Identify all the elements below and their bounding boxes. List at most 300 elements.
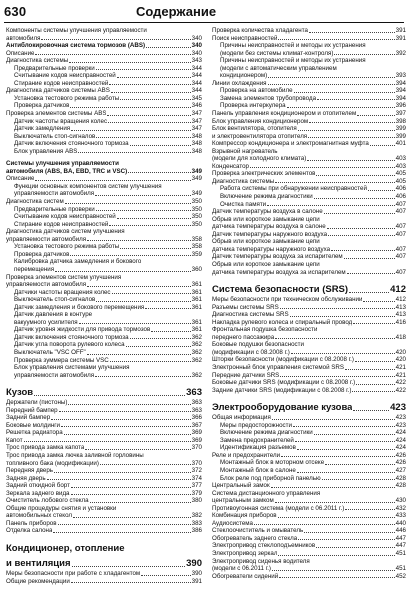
toc-entry-title: Решетка радиатора bbox=[6, 429, 63, 437]
toc-entry bbox=[6, 50, 202, 58]
toc-entry bbox=[212, 148, 406, 156]
toc-entry-page: 386 bbox=[191, 527, 202, 535]
toc-entry-title: Кузов bbox=[6, 387, 34, 399]
toc-entry-title: Задняя дверь bbox=[6, 474, 46, 482]
toc-entry bbox=[212, 155, 406, 163]
toc-entry-page: 427 bbox=[395, 466, 406, 474]
toc-entry bbox=[212, 394, 406, 399]
toc-entry-page: 370 bbox=[191, 459, 202, 467]
toc-entry bbox=[6, 206, 202, 214]
toc-entry-page: 340 bbox=[191, 34, 202, 42]
toc-entry-title: Центральный замок bbox=[212, 482, 270, 490]
toc-entry-page: 421 bbox=[395, 371, 406, 379]
dot-leader bbox=[146, 47, 191, 48]
toc-entry-title: Общая информация bbox=[212, 414, 271, 422]
toc-entry-page: 422 bbox=[395, 386, 406, 394]
dot-leader bbox=[328, 235, 395, 236]
toc-entry bbox=[212, 296, 406, 304]
toc-entry bbox=[212, 27, 406, 35]
toc-entry bbox=[6, 133, 202, 141]
dot-leader bbox=[307, 160, 394, 161]
toc-entry-page: 403 bbox=[395, 162, 406, 170]
dot-leader bbox=[275, 182, 395, 183]
toc-entry-page: 350 bbox=[191, 205, 202, 213]
dot-leader bbox=[281, 456, 395, 457]
toc-entry-page: 344 bbox=[191, 64, 202, 72]
toc-entry-title: Датчик температуры воздуха в салоне bbox=[212, 208, 323, 216]
toc-entry bbox=[212, 437, 406, 445]
toc-entry bbox=[6, 497, 202, 505]
toc-entry bbox=[212, 379, 406, 387]
dot-leader bbox=[69, 62, 191, 63]
dot-leader bbox=[267, 205, 395, 206]
toc-entry-page: 348 bbox=[191, 132, 202, 140]
toc-entry bbox=[212, 57, 406, 65]
toc-entry bbox=[212, 238, 406, 246]
dot-leader bbox=[295, 441, 395, 442]
toc-entry-title: Конденсатор bbox=[212, 162, 249, 170]
dot-leader bbox=[352, 391, 394, 392]
toc-entry-page: 369 bbox=[191, 436, 202, 444]
toc-entry-page: 361 bbox=[191, 288, 202, 296]
dot-leader bbox=[100, 464, 191, 465]
toc-entry bbox=[6, 578, 202, 586]
toc-entry-title: Датчик уровня жидкости для привода тормозов bbox=[14, 326, 151, 334]
dot-leader bbox=[317, 99, 395, 100]
toc-entry-title: Описание bbox=[6, 49, 35, 57]
toc-entry bbox=[6, 125, 202, 133]
toc-entry bbox=[212, 326, 406, 334]
toc-entry-title: Панель управления кондиционером и отопителем bbox=[212, 110, 357, 118]
dot-leader bbox=[35, 54, 190, 55]
toc-entry-title: Выключатель стоп-сигналов bbox=[14, 132, 96, 140]
toc-entry bbox=[6, 274, 202, 282]
dot-leader bbox=[298, 130, 395, 131]
toc-entry bbox=[6, 57, 202, 65]
dot-leader bbox=[96, 137, 190, 138]
toc-entry bbox=[6, 183, 202, 191]
toc-entry bbox=[212, 50, 406, 58]
toc-entry-title: (модели без системы климат-контроля) bbox=[220, 49, 334, 57]
toc-entry-page: 350 bbox=[191, 220, 202, 228]
toc-entry bbox=[212, 414, 406, 422]
toc-entry-title: Проверка элементов систем улучшения bbox=[6, 273, 122, 281]
toc-entry-title: Блок управления системами улучшения bbox=[14, 364, 130, 372]
toc-entry-title: Считывание кодов неисправностей bbox=[14, 213, 116, 221]
dot-leader bbox=[90, 502, 191, 503]
toc-entry-title: (модели с 06.2011 г.) bbox=[212, 565, 271, 573]
toc-entry-page: 428 bbox=[395, 474, 406, 482]
toc-entry-page: 360 bbox=[191, 265, 202, 273]
dot-leader bbox=[308, 137, 395, 138]
toc-entry bbox=[6, 452, 202, 460]
toc-entry-page: 394 bbox=[395, 94, 406, 102]
toc-entry-page: 344 bbox=[191, 79, 202, 87]
dot-leader bbox=[117, 77, 191, 78]
dot-leader bbox=[71, 130, 191, 131]
toc-entry bbox=[6, 414, 202, 422]
toc-entry-title: Электрооборудование кузова bbox=[212, 402, 353, 414]
toc-entry bbox=[6, 148, 202, 156]
toc-entry-page: 393 bbox=[395, 72, 406, 80]
toc-entry-page: 424 bbox=[395, 429, 406, 437]
toc-entry-page: 344 bbox=[191, 72, 202, 80]
dot-leader bbox=[327, 228, 395, 229]
toc-entry bbox=[6, 118, 202, 126]
dot-leader bbox=[70, 107, 190, 108]
toc-entry-title: перемещения bbox=[14, 265, 55, 273]
dot-leader bbox=[96, 210, 191, 211]
dot-leader bbox=[278, 517, 395, 518]
toc-entry bbox=[6, 175, 202, 183]
toc-entry-title: датчика температуры воздуха за испарителем bbox=[212, 268, 346, 276]
dot-leader bbox=[85, 449, 190, 450]
toc-entry-title: Задний бампер bbox=[6, 414, 51, 422]
toc-entry-title: Задние датчики SRS (модификации с 08.2008 г.) bbox=[212, 386, 352, 394]
toc-entry-page: 349 bbox=[191, 167, 202, 175]
dot-leader bbox=[71, 494, 191, 495]
toc-entry-title: Идентификация разъемов bbox=[220, 444, 296, 452]
toc-entry bbox=[212, 520, 406, 528]
toc-entry bbox=[6, 527, 202, 535]
toc-entry-title: Электропривод сиденья водителя bbox=[212, 557, 310, 565]
toc-entry bbox=[212, 178, 406, 186]
toc-entry bbox=[212, 185, 406, 193]
toc-entry-title: Электронный блок управления системой SRS bbox=[212, 363, 344, 371]
toc-entry-title: Считывание кодов неисправностей bbox=[14, 72, 116, 80]
dot-leader bbox=[70, 255, 190, 256]
toc-entry bbox=[6, 460, 202, 468]
toc-entry-title: Диагностика датчиков системы ABS bbox=[6, 87, 110, 95]
toc-entry-title: Шторки безопасности (модификации с 08.2008 г.) bbox=[212, 356, 354, 364]
toc-entry bbox=[212, 80, 406, 88]
toc-entry-page: 406 bbox=[395, 185, 406, 193]
toc-entry-page: 390 bbox=[191, 570, 202, 577]
toc-section-heading bbox=[212, 284, 406, 296]
toc-entry-title: Держатели (пистоны) bbox=[6, 399, 68, 407]
toc-entry-page: 362 bbox=[191, 348, 202, 356]
toc-entry bbox=[6, 379, 202, 384]
toc-entry-page: 391 bbox=[191, 577, 202, 585]
dot-leader bbox=[297, 449, 395, 450]
toc-entry-title: (модели с автоматическим управлением bbox=[220, 64, 337, 72]
toc-entry-title: Монтажный блок в моторном отсеке bbox=[220, 459, 325, 467]
toc-entry bbox=[6, 236, 202, 244]
toc-entry bbox=[6, 296, 202, 304]
toc-entry bbox=[6, 444, 202, 452]
toc-entry bbox=[6, 258, 202, 266]
dot-leader bbox=[250, 167, 395, 168]
dot-leader bbox=[325, 464, 395, 465]
toc-entry-title: Компрессор кондиционера и электромагнитная муфта bbox=[212, 140, 369, 148]
toc-entry bbox=[212, 422, 406, 430]
toc-entry-page: 405 bbox=[395, 177, 406, 185]
toc-entry-page: 397 bbox=[395, 110, 406, 118]
toc-entry bbox=[6, 281, 202, 289]
toc-entry-page: 349 bbox=[191, 190, 202, 198]
toc-entry-title: Установка тестового режима работы bbox=[14, 94, 120, 102]
toc-entry-title: автомобильных стекол bbox=[6, 512, 72, 520]
dot-leader bbox=[347, 273, 395, 274]
dot-leader bbox=[35, 180, 190, 181]
dot-leader bbox=[120, 248, 190, 249]
toc-entry bbox=[212, 87, 406, 95]
toc-entry-title: управляемости автомобиля bbox=[6, 281, 87, 289]
toc-entry-page: 362 bbox=[191, 371, 202, 379]
toc-entry-page: 361 bbox=[191, 296, 202, 304]
toc-entry-title: Обогреватель заднего стекла bbox=[212, 534, 298, 542]
toc-entry-title: Выключатель стоп-сигналов bbox=[14, 296, 96, 304]
toc-entry bbox=[212, 558, 406, 566]
toc-entry bbox=[6, 429, 202, 437]
dot-leader bbox=[344, 258, 395, 259]
toc-entry-page: 433 bbox=[395, 512, 406, 520]
dot-leader bbox=[279, 577, 394, 578]
toc-entry bbox=[212, 231, 406, 239]
toc-entry-title: Диагностика системы bbox=[6, 57, 69, 65]
toc-entry-title: Системы улучшения управляемости bbox=[6, 160, 119, 168]
toc-entry-title: Панель приборов bbox=[6, 519, 57, 527]
toc-entry bbox=[6, 95, 202, 103]
toc-entry-page: 344 bbox=[191, 87, 202, 95]
toc-entry-title: Предварительные проверки bbox=[14, 64, 95, 72]
toc-entry bbox=[212, 475, 406, 483]
dot-leader bbox=[309, 32, 395, 33]
toc-entry-title: и электровентилятора отопителя bbox=[212, 132, 308, 140]
toc-entry-title: Разъемы системы SRS bbox=[212, 303, 279, 311]
toc-entry-page: 348 bbox=[191, 147, 202, 155]
toc-entry bbox=[212, 341, 406, 349]
toc-entry-title: Датчик замедления и бокового перемещения bbox=[14, 303, 145, 311]
toc-entry-page: 369 bbox=[191, 429, 202, 437]
toc-entry-page: 413 bbox=[395, 311, 406, 319]
toc-entry-page: 366 bbox=[191, 414, 202, 422]
dot-leader bbox=[65, 203, 191, 204]
toc-entry-title: Проверка на автомобиле bbox=[220, 87, 293, 95]
toc-entry-title: Калибровка датчика замедления и бокового bbox=[14, 258, 142, 266]
toc-entry bbox=[212, 467, 406, 475]
toc-entry-page: 362 bbox=[191, 341, 202, 349]
toc-entry bbox=[212, 133, 406, 141]
toc-entry bbox=[212, 125, 406, 133]
dot-leader bbox=[268, 84, 395, 85]
toc-entry bbox=[6, 490, 202, 498]
toc-entry bbox=[6, 535, 202, 540]
dot-leader bbox=[71, 582, 191, 583]
dot-leader bbox=[110, 361, 191, 362]
dot-leader bbox=[24, 441, 191, 442]
dot-leader bbox=[112, 293, 191, 294]
toc-entry-title: Датчик замедления bbox=[14, 125, 71, 133]
toc-entry-title: Датчик угла поворота рулевого колеса bbox=[14, 341, 125, 349]
toc-entry-page: 349 bbox=[191, 175, 202, 183]
toc-entry-page: 391 bbox=[395, 34, 406, 42]
dot-leader bbox=[95, 195, 191, 196]
toc-entry-title: Компоненты системы улучшения управляемости bbox=[6, 27, 147, 34]
toc-entry bbox=[6, 160, 202, 168]
toc-entry bbox=[6, 87, 202, 95]
toc-entry-title: Передние датчики SRS bbox=[212, 371, 280, 379]
dot-leader bbox=[278, 555, 394, 556]
toc-entry-page: 407 bbox=[395, 200, 406, 208]
toc-entry-title: Блок реле под приборной панелью bbox=[220, 474, 321, 482]
dot-leader bbox=[368, 190, 395, 191]
toc-entry-page: 423 bbox=[395, 421, 406, 429]
toc-entry-page: 374 bbox=[191, 474, 202, 482]
toc-entry bbox=[212, 95, 406, 103]
toc-entry-title: Проверка электрических элементов bbox=[212, 170, 316, 178]
toc-entry bbox=[212, 512, 406, 520]
toc-entry-title: Установка тестового режима работы bbox=[14, 243, 120, 251]
dot-leader bbox=[324, 213, 395, 214]
toc-entry-title: Обрыв или короткое замыкание цепи bbox=[212, 215, 320, 223]
toc-entry bbox=[6, 399, 202, 407]
toc-entry-title: Общие процедуры снятия и установки bbox=[6, 504, 117, 512]
toc-entry bbox=[6, 319, 202, 327]
toc-entry bbox=[6, 357, 202, 365]
toc-entry bbox=[212, 573, 406, 581]
toc-entry-page: 396 bbox=[395, 102, 406, 110]
toc-entry bbox=[6, 341, 202, 349]
toc-entry-page: 407 bbox=[395, 208, 406, 216]
toc-entry-title: Взрывной нагреватель bbox=[212, 147, 278, 155]
dot-leader bbox=[108, 122, 191, 123]
toc-entry-title: Стирание кодов неисправностей bbox=[14, 79, 109, 87]
toc-entry bbox=[212, 527, 406, 535]
toc-entry-title: автомобиля bbox=[6, 34, 41, 42]
dot-leader bbox=[87, 240, 191, 241]
toc-entry-page: 451 bbox=[395, 550, 406, 557]
toc-entry bbox=[212, 444, 406, 452]
toc-entry bbox=[212, 334, 406, 342]
dot-leader bbox=[314, 434, 395, 435]
toc-section-heading bbox=[6, 543, 202, 555]
page-number: 630 bbox=[4, 4, 27, 19]
toc-entry-page: 406 bbox=[395, 193, 406, 201]
toc-entry-page: 426 bbox=[395, 459, 406, 467]
dot-leader bbox=[79, 323, 191, 324]
toc-entry-title: Выключатель "VSC OFF" bbox=[14, 348, 86, 356]
toc-entry bbox=[6, 190, 202, 198]
dot-leader bbox=[331, 250, 395, 251]
dot-leader bbox=[68, 404, 190, 405]
dot-leader bbox=[275, 338, 394, 339]
toc-entry bbox=[6, 304, 202, 312]
dot-leader bbox=[130, 338, 191, 339]
toc-entry bbox=[6, 512, 202, 520]
toc-entry-page: 426 bbox=[395, 451, 406, 459]
toc-entry-page: 421 bbox=[395, 363, 406, 371]
toc-entry-page: 394 bbox=[395, 79, 406, 87]
dot-leader bbox=[120, 99, 190, 100]
toc-entry bbox=[212, 261, 406, 269]
toc-entry bbox=[6, 42, 202, 50]
dot-leader bbox=[345, 509, 394, 510]
toc-entry-page: 358 bbox=[191, 243, 202, 251]
toc-entry-page: 412 bbox=[395, 296, 406, 304]
dot-leader bbox=[297, 472, 395, 473]
dot-leader bbox=[141, 575, 190, 576]
dot-leader bbox=[51, 419, 191, 420]
toc-entry bbox=[212, 102, 406, 110]
dot-leader bbox=[130, 145, 191, 146]
page-title: Содержание bbox=[136, 4, 217, 19]
dot-leader bbox=[334, 54, 394, 55]
toc-entry bbox=[212, 542, 406, 550]
toc-entry bbox=[212, 505, 406, 513]
toc-entry-title: Система безопасности (SRS) bbox=[212, 284, 349, 296]
toc-entry-page: 407 bbox=[395, 268, 406, 276]
toc-entry bbox=[6, 364, 202, 372]
toc-entry-title: Стирание кодов неисправностей bbox=[14, 220, 109, 228]
toc-entry bbox=[212, 35, 406, 43]
toc-entry bbox=[212, 497, 406, 505]
toc-entry-title: Включение режима диагностики bbox=[220, 429, 313, 437]
dot-leader bbox=[280, 376, 394, 377]
toc-entry-page: 418 bbox=[395, 333, 406, 341]
toc-entry bbox=[6, 221, 202, 229]
toc-entry-title: Функции основных компонентов систем улучшения bbox=[14, 182, 162, 190]
toc-entry-title: Противоугонная система (модели с 06.2011 г.) bbox=[212, 504, 345, 512]
toc-entry bbox=[212, 110, 406, 118]
toc-entry-page: 422 bbox=[395, 379, 406, 387]
toc-entry-page: 348 bbox=[191, 140, 202, 148]
toc-entry-title: Боковые подушки безопасности bbox=[212, 341, 304, 349]
toc-entry-title: Линии охлаждения bbox=[212, 79, 267, 87]
toc-entry-title: Замена предохранителей bbox=[220, 436, 294, 444]
toc-entry-title: Отделка салона bbox=[6, 527, 53, 535]
toc-entry-title: переднего пассажира bbox=[212, 333, 275, 341]
toc-entry-title: Обогреватели сидений bbox=[212, 572, 279, 580]
toc-entry-title: Боковые молдинги bbox=[6, 421, 60, 429]
toc-entry bbox=[212, 170, 406, 178]
toc-entry-title: Обрыв или короткое замыкание цепи bbox=[212, 238, 320, 246]
toc-entry bbox=[212, 356, 406, 364]
toc-entry bbox=[6, 72, 202, 80]
toc-entry-title: Датчики частоты вращения колес bbox=[14, 288, 111, 296]
toc-entry-page: 363 bbox=[186, 387, 202, 399]
toc-entry-page: 398 bbox=[395, 117, 406, 125]
dot-leader bbox=[47, 479, 191, 480]
toc-entry bbox=[6, 27, 202, 35]
dot-leader bbox=[64, 434, 191, 435]
toc-entry bbox=[6, 65, 202, 73]
toc-entry-title: Электропривод зеркал bbox=[212, 550, 278, 557]
toc-entry-title: Зеркала заднего вида bbox=[6, 489, 70, 497]
toc-entry-title: Проверка датчиков bbox=[14, 102, 70, 110]
toc-entry-title: Задний откидной борт bbox=[6, 482, 70, 490]
toc-entry-title: Комбинация приборов bbox=[212, 512, 277, 520]
dot-leader bbox=[96, 301, 190, 302]
toc-entry bbox=[212, 452, 406, 460]
toc-entry-title: Проверка зуммера системы VSC bbox=[14, 356, 109, 364]
dot-leader bbox=[291, 353, 395, 354]
toc-entry-title: Меры безопасности при работе с хладагентом bbox=[6, 570, 141, 577]
toc-entry bbox=[212, 429, 406, 437]
toc-entry-title: Капот bbox=[6, 436, 23, 444]
toc-entry-title: Датчик включения стояночного тормоза bbox=[14, 333, 129, 341]
toc-entry bbox=[6, 228, 202, 236]
toc-entry bbox=[6, 243, 202, 251]
toc-entry-title: управляемости автомобиля bbox=[14, 371, 95, 379]
toc-section-heading bbox=[6, 387, 202, 399]
toc-entry-page: 367 bbox=[191, 421, 202, 429]
toc-entry bbox=[212, 163, 406, 171]
toc-entry-page: 350 bbox=[191, 198, 202, 206]
dot-leader bbox=[128, 172, 191, 173]
toc-entry-title: Описание bbox=[6, 175, 35, 183]
dot-leader bbox=[109, 225, 190, 226]
